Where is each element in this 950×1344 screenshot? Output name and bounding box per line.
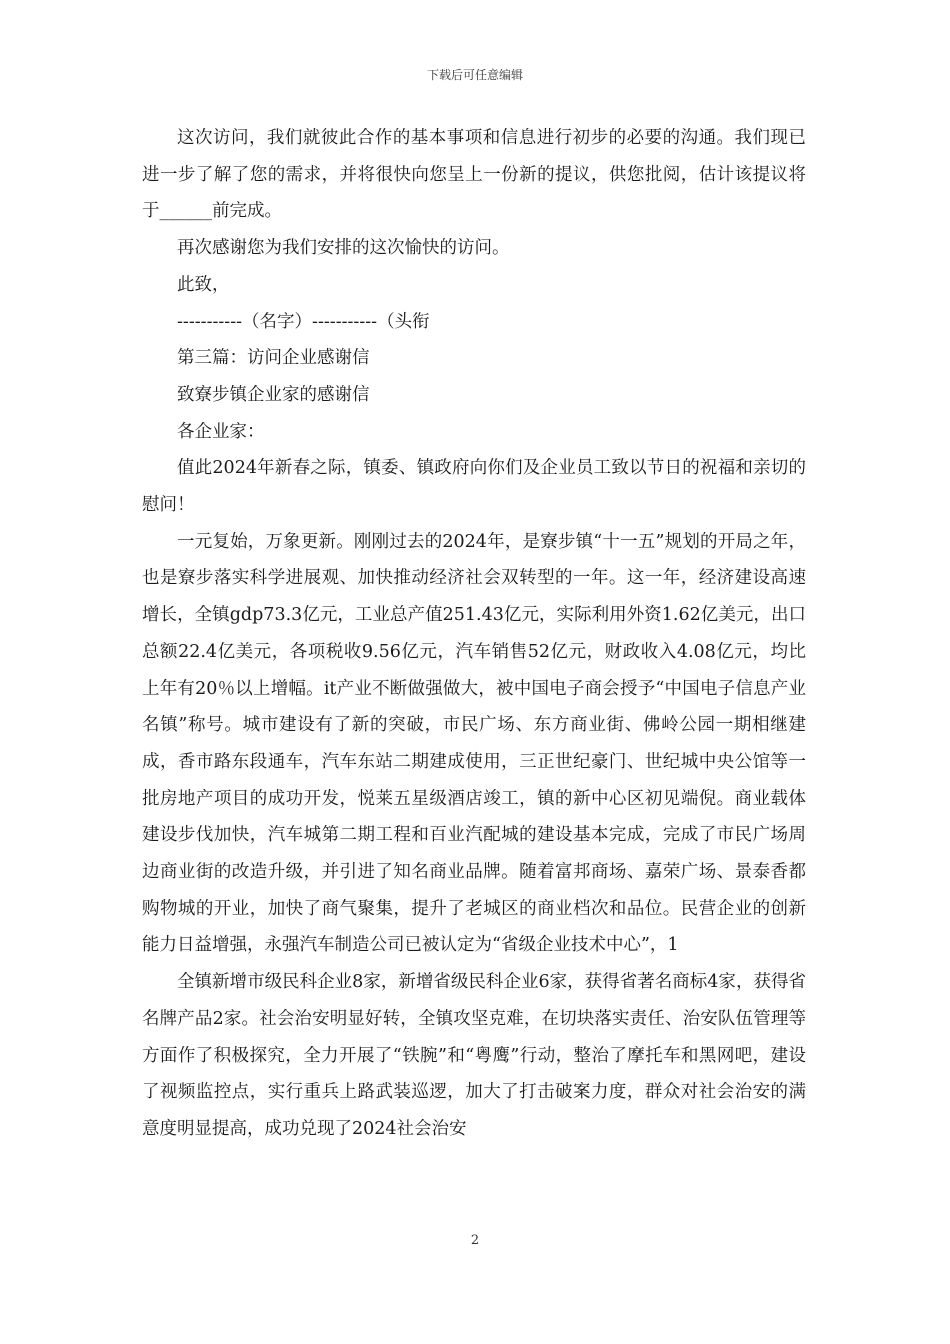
letter-title: 致寮步镇企业家的感谢信 — [177, 384, 370, 405]
paragraph: 再次感谢您为我们安排的这次愉快的访问。 — [177, 238, 510, 259]
paragraph: 全镇新增市级民科企业8家，新增省级民科企业6家，获得省著名商标4家，获得省名牌产品2家。社会治安明显好转，全镇攻坚克难，在切块落实责任、治安队伍管理等方面作了积极探究，全力开展了“铁腕”和“粤鹰”行动，整治了摩托车和黑网吧，建设了视频监控点，实行重兵上路武装巡逻，加大了打击破案力度，群众对社会治安的满意度明显提高，成功兑现了2024社会治安 — [142, 972, 806, 1139]
paragraph: 此致， — [177, 274, 230, 295]
page-header: 下载后可任意编辑 — [426, 68, 523, 82]
page-number: 2 — [470, 1233, 480, 1248]
paragraph: 这次访问，我们就彼此合作的基本事项和信息进行初步的必要的沟通。我们现已进一步了解了您的需求，并将很快向您呈上一份新的提议，供您批阅，估计该提议将于______前完成。 — [142, 128, 806, 222]
signature-line: -----------（名字）-----------（头衔 — [177, 311, 430, 332]
paragraph: 值此2024年新春之际，镇委、镇政府向你们及企业员工致以节日的祝福和亲切的慰问！ — [142, 458, 806, 516]
paragraph: 一元复始，万象更新。刚刚过去的2024年，是寮步镇“十一五”规划的开局之年，也是寮步落实科学进展观、加快推动经济社会双转型的一年。这一年，经济建设高速增长，全镇gdp73.3亿元，工业总产值251.43亿元，实际利用外资1.62亿美元，出口总额22.4亿美元，各项税收9.56亿元，汽车销售52亿元，财政收入4.08亿元，均比上年有20％以上增幅。it产业不断做强做大，被中国电子商会授予“中国电子信息产业名镇”称号。城市建设有了新的突破，市民广场、东方商业街、佛岭公园一期相继建成，香市路东段通车，汽车东站二期建成使用，三正世纪豪门、世纪城中央公馆等一批房地产项目的成功开发，悦莱五星级酒店竣工，镇的新中心区初见端倪。商业载体建设步伐加快，汽车城第二期工程和百业汽配城的建设基本完成，完成了市民广场周边商业街的改造升级，并引进了知名商业品牌。随着富邦商场、嘉荣广场、景泰香都购物城的开业，加快了商气聚集，提升了老城区的商业档次和品位。民营企业的创新能力日益增强，永强汽车制造公司已被认定为“省级企业技术中心”，1 — [142, 531, 806, 956]
salutation: 各企业家： — [177, 421, 265, 442]
section-title: 第三篇：访问企业感谢信 — [177, 348, 370, 369]
document-body — [142, 120, 806, 1148]
